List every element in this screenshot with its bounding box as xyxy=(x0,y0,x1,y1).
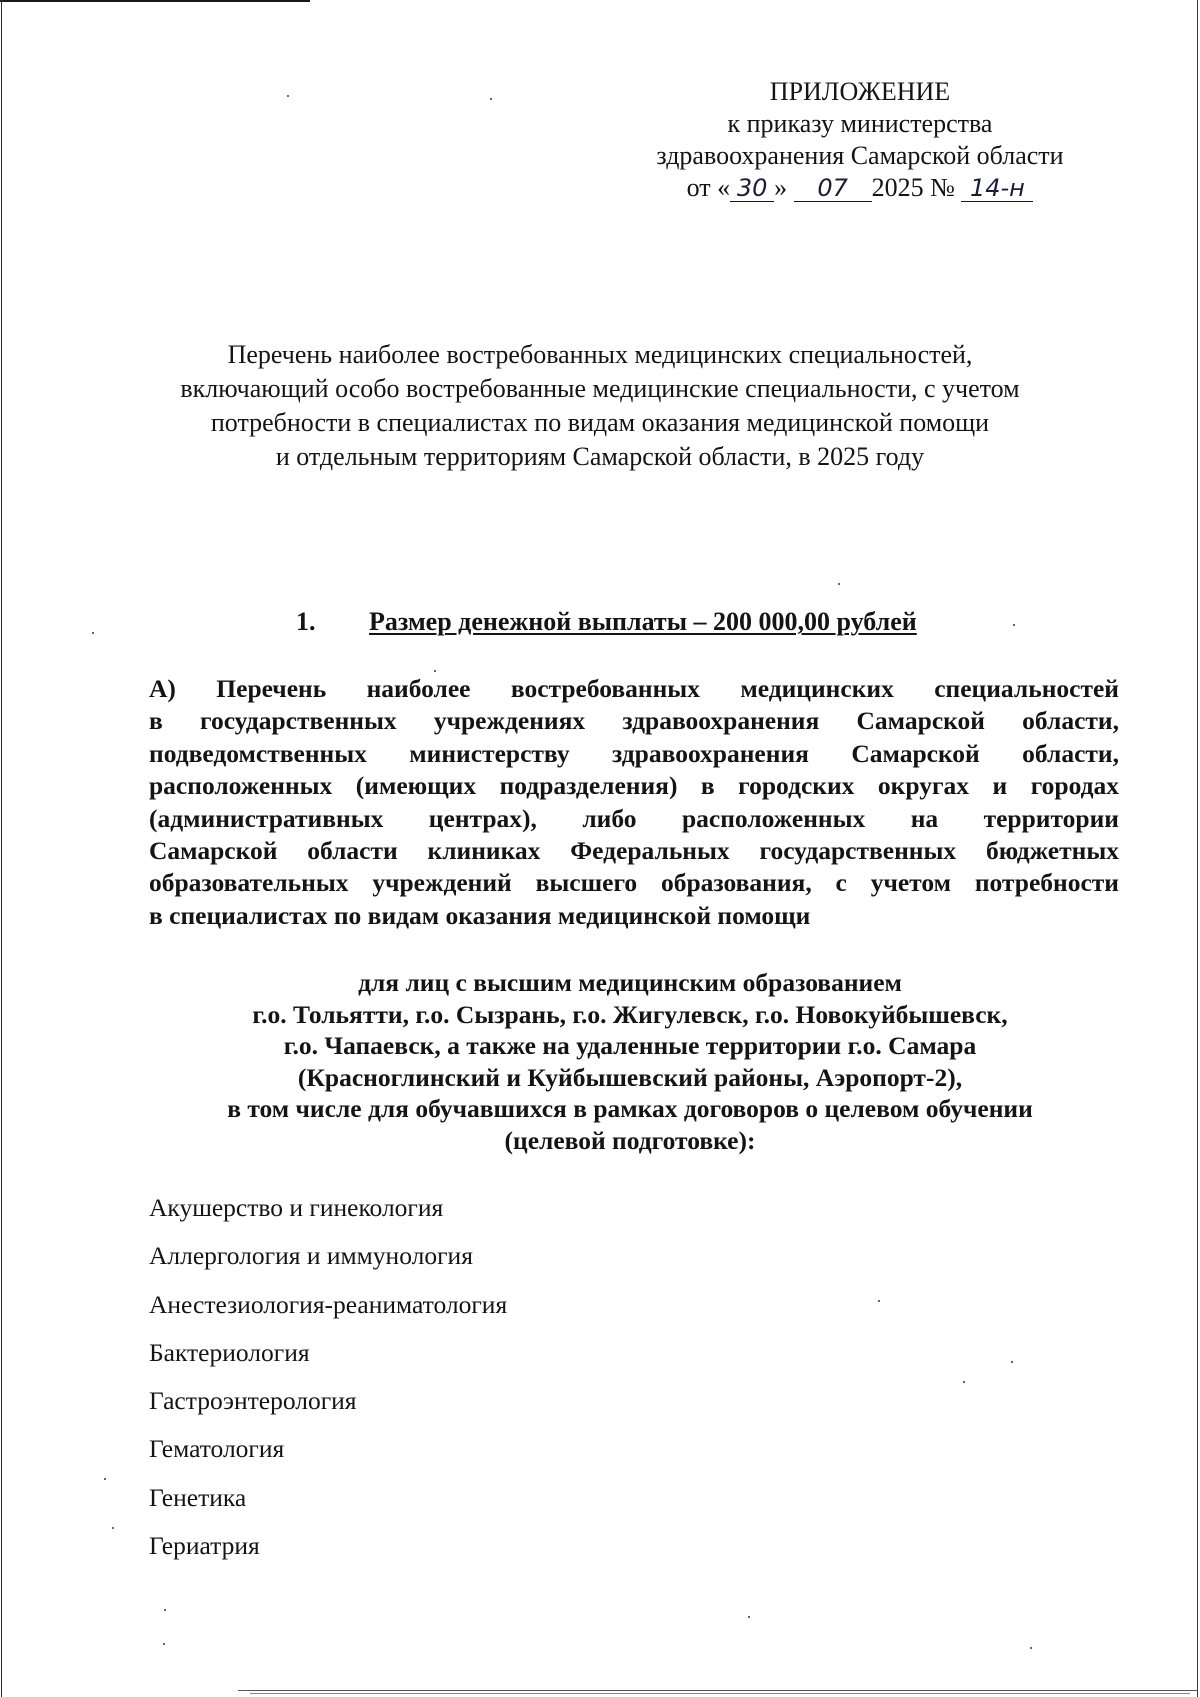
paragraph-a-line: расположенных (имеющих подразделения) в городских округах и городах xyxy=(149,771,1119,801)
quote-close: » xyxy=(774,173,788,202)
order-number-sign: № xyxy=(930,173,955,202)
order-number: 14-н xyxy=(961,175,1033,202)
section-heading xyxy=(296,607,917,637)
specialty-item: Бактериология xyxy=(149,1337,310,1367)
order-year: 2025 xyxy=(871,173,924,202)
order-prefix: от xyxy=(686,173,711,202)
scan-speck xyxy=(92,632,94,634)
scan-speck xyxy=(878,1300,880,1302)
scan-speck xyxy=(1030,1647,1032,1649)
scan-speck xyxy=(112,1527,114,1529)
paragraph-a-line: в специалистах по видам оказания медицинской помощи xyxy=(149,900,811,930)
paragraph-a-line: Самарской области клиниках Федеральных государственных бюджетных xyxy=(149,836,1119,866)
section-heading-text: Размер денежной выплаты – 200 000,00 рублей xyxy=(369,607,917,636)
title-line: и отдельным территориям Самарской области, в 2025 году xyxy=(275,442,925,471)
scan-edge-bottom xyxy=(238,1690,1198,1691)
section-number: 1. xyxy=(296,607,316,636)
scan-speck xyxy=(287,95,289,97)
paragraph-a-line: образовательных учреждений высшего образования, с учетом потребности xyxy=(149,868,1119,898)
scan-speck xyxy=(163,1643,165,1645)
target-group-line: в том числе для обучавшихся в рамках договоров о целевом обучении xyxy=(227,1094,1033,1123)
target-group-line: г.о. Тольятти, г.о. Сызрань, г.о. Жигулевск, г.о. Новокуйбышевск, xyxy=(252,999,1008,1029)
paragraph-a-line: (административных центрах), либо расположенных на территории xyxy=(149,803,1119,833)
specialty-item: Анестезиология-реаниматология xyxy=(149,1289,508,1319)
title-line: Перечень наиболее востребованных медицинских специальностей, xyxy=(227,340,973,369)
scan-speck xyxy=(434,670,436,672)
appendix-header xyxy=(600,76,1120,204)
appendix-ministry: здравоохранения Самарской области xyxy=(656,141,1064,170)
document-title xyxy=(100,338,1100,474)
target-group-line: для лиц с высшим медицинским образованием xyxy=(358,968,902,997)
scan-speck xyxy=(1013,624,1015,626)
specialty-item: Гематология xyxy=(149,1434,285,1464)
title-line: включающий особо востребованные медицинские специальности, с учетом xyxy=(180,374,1020,403)
scan-edge-top xyxy=(0,0,310,2)
target-group-line: г.о. Чапаевск, а также на удаленные территории г.о. Самара xyxy=(283,1031,977,1060)
paragraph-a-line: А) Перечень наиболее востребованных медицинских специальностей xyxy=(149,674,1119,703)
scan-speck xyxy=(748,1616,750,1618)
order-day: 30 xyxy=(730,175,774,202)
appendix-order-reference: к приказу министерства xyxy=(727,109,993,138)
target-group-line: (целевой подготовке): xyxy=(504,1125,756,1155)
scan-edge-left xyxy=(1,0,2,1697)
specialty-item: Гериатрия xyxy=(149,1531,260,1561)
appendix-title: ПРИЛОЖЕНИЕ xyxy=(769,77,951,106)
target-group xyxy=(130,967,1130,1156)
specialty-item: Генетика xyxy=(149,1482,247,1512)
specialty-item: Аллергология и иммунология xyxy=(149,1241,473,1271)
scan-speck xyxy=(963,1381,965,1383)
title-line: потребности в специалистах по видам оказания медицинской помощи xyxy=(210,408,990,437)
specialty-list xyxy=(149,1193,507,1579)
paragraph-a xyxy=(149,673,1119,932)
scan-speck xyxy=(490,98,492,100)
quote-open: « xyxy=(717,173,731,202)
scan-speck xyxy=(838,583,840,585)
scan-edge-bottom-inner xyxy=(250,1693,1190,1694)
order-date-number xyxy=(600,172,1120,204)
scan-speck xyxy=(164,1609,166,1611)
specialty-item: Акушерство и гинекология xyxy=(149,1193,444,1222)
target-group-line: (Красноглинский и Куйбышевский районы, Аэропорт-2), xyxy=(297,1062,963,1092)
scan-edge-right xyxy=(1197,0,1198,1697)
scan-speck xyxy=(1011,1361,1013,1363)
paragraph-a-line: подведомственных министерству здравоохранения Самарской области, xyxy=(149,738,1119,768)
specialty-item: Гастроэнтерология xyxy=(149,1386,357,1416)
scan-speck xyxy=(104,1478,106,1480)
order-month: 07 xyxy=(794,175,872,202)
paragraph-a-line: в государственных учреждениях здравоохранения Самарской области, xyxy=(149,706,1119,736)
